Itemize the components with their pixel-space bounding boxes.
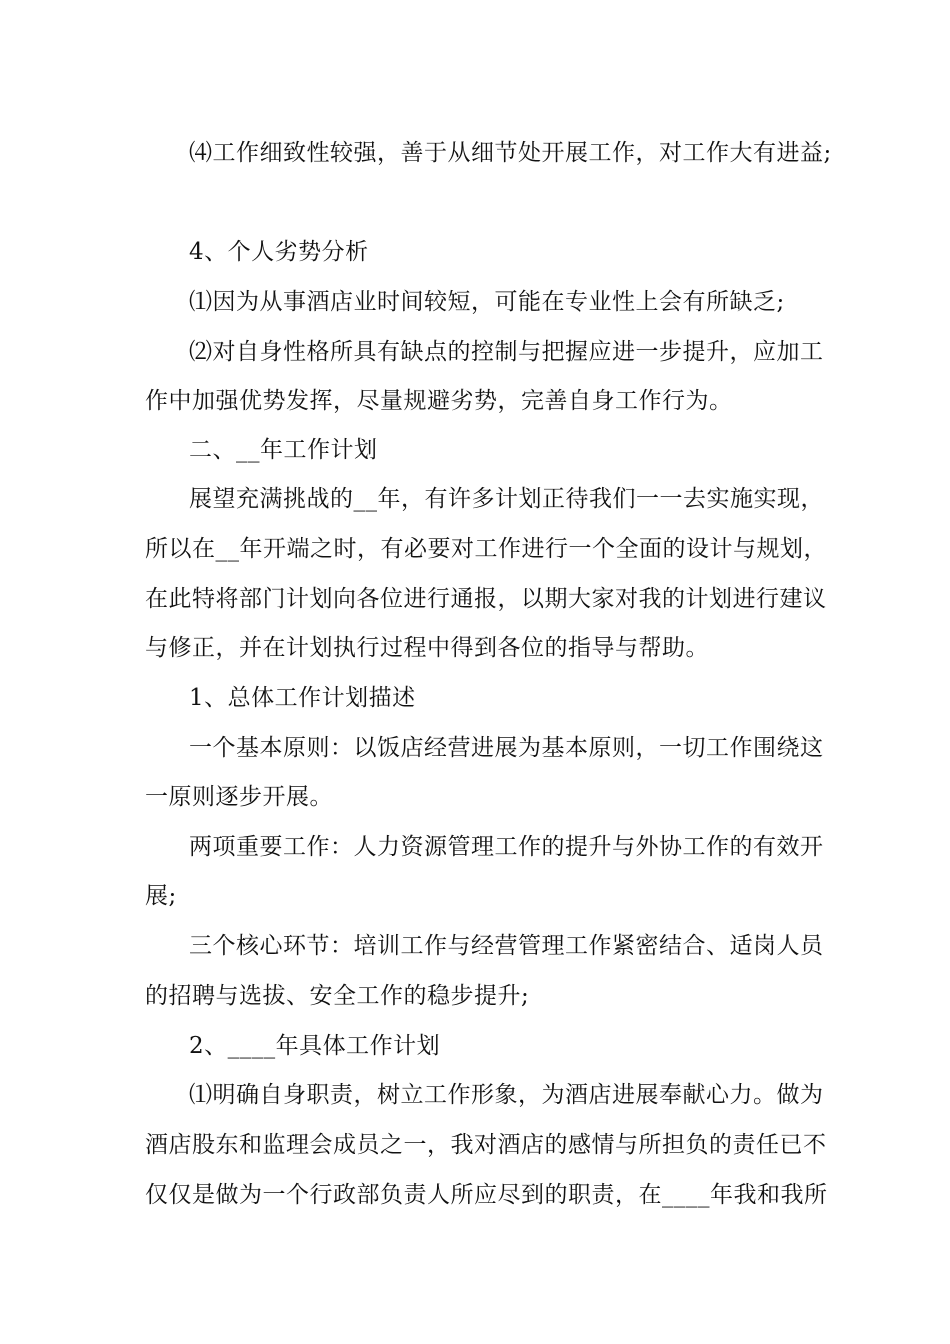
paragraph-line: 一原则逐步开展。 [145,784,333,810]
paragraph-line: 所以在__年开端之时，有必要对工作进行一个全面的设计与规划， [145,536,827,562]
paragraph-line: 的招聘与选拔、安全工作的稳步提升; [145,983,530,1009]
section-heading: 1、总体工作计划描述 [189,685,416,711]
paragraph-line: 两项重要工作：人力资源管理工作的提升与外协工作的有效开 [189,834,824,860]
paragraph-line: 展望充满挑战的__年，有许多计划正待我们一一去实施实现， [189,486,824,512]
paragraph-line: 酒店股东和监理会成员之一，我对酒店的感情与所担负的责任已不 [145,1132,827,1158]
paragraph-line: 仅仅是做为一个行政部负责人所应尽到的职责，在____年我和我所 [145,1182,828,1208]
paragraph-line: 三个核心环节：培训工作与经营管理工作紧密结合、适岗人员 [189,933,824,959]
section-heading: 4、个人劣势分析 [189,239,369,265]
paragraph-line: ⑵对自身性格所具有缺点的控制与把握应进一步提升，应加工 [189,339,824,365]
section-heading: 二、__年工作计划 [189,437,378,463]
paragraph-line: 在此特将部门计划向各位进行通报，以期大家对我的计划进行建议 [145,586,827,612]
paragraph-line: ⑷工作细致性较强，善于从细节处开展工作，对工作大有进益; [189,140,832,166]
paragraph-line: 作中加强优势发挥，尽量规避劣势，完善自身工作行为。 [145,388,733,414]
paragraph-line: ⑴因为从事酒店业时间较短，可能在专业性上会有所缺乏; [189,289,785,315]
paragraph-line: ⑴明确自身职责，树立工作形象，为酒店进展奉献心力。做为 [189,1082,824,1108]
paragraph-line: 展; [145,883,177,909]
paragraph-line: 与修正，并在计划执行过程中得到各位的指导与帮助。 [145,635,709,661]
paragraph-line: 一个基本原则：以饭店经营进展为基本原则，一切工作围绕这 [189,735,824,761]
section-heading: 2、____年具体工作计划 [189,1033,441,1059]
